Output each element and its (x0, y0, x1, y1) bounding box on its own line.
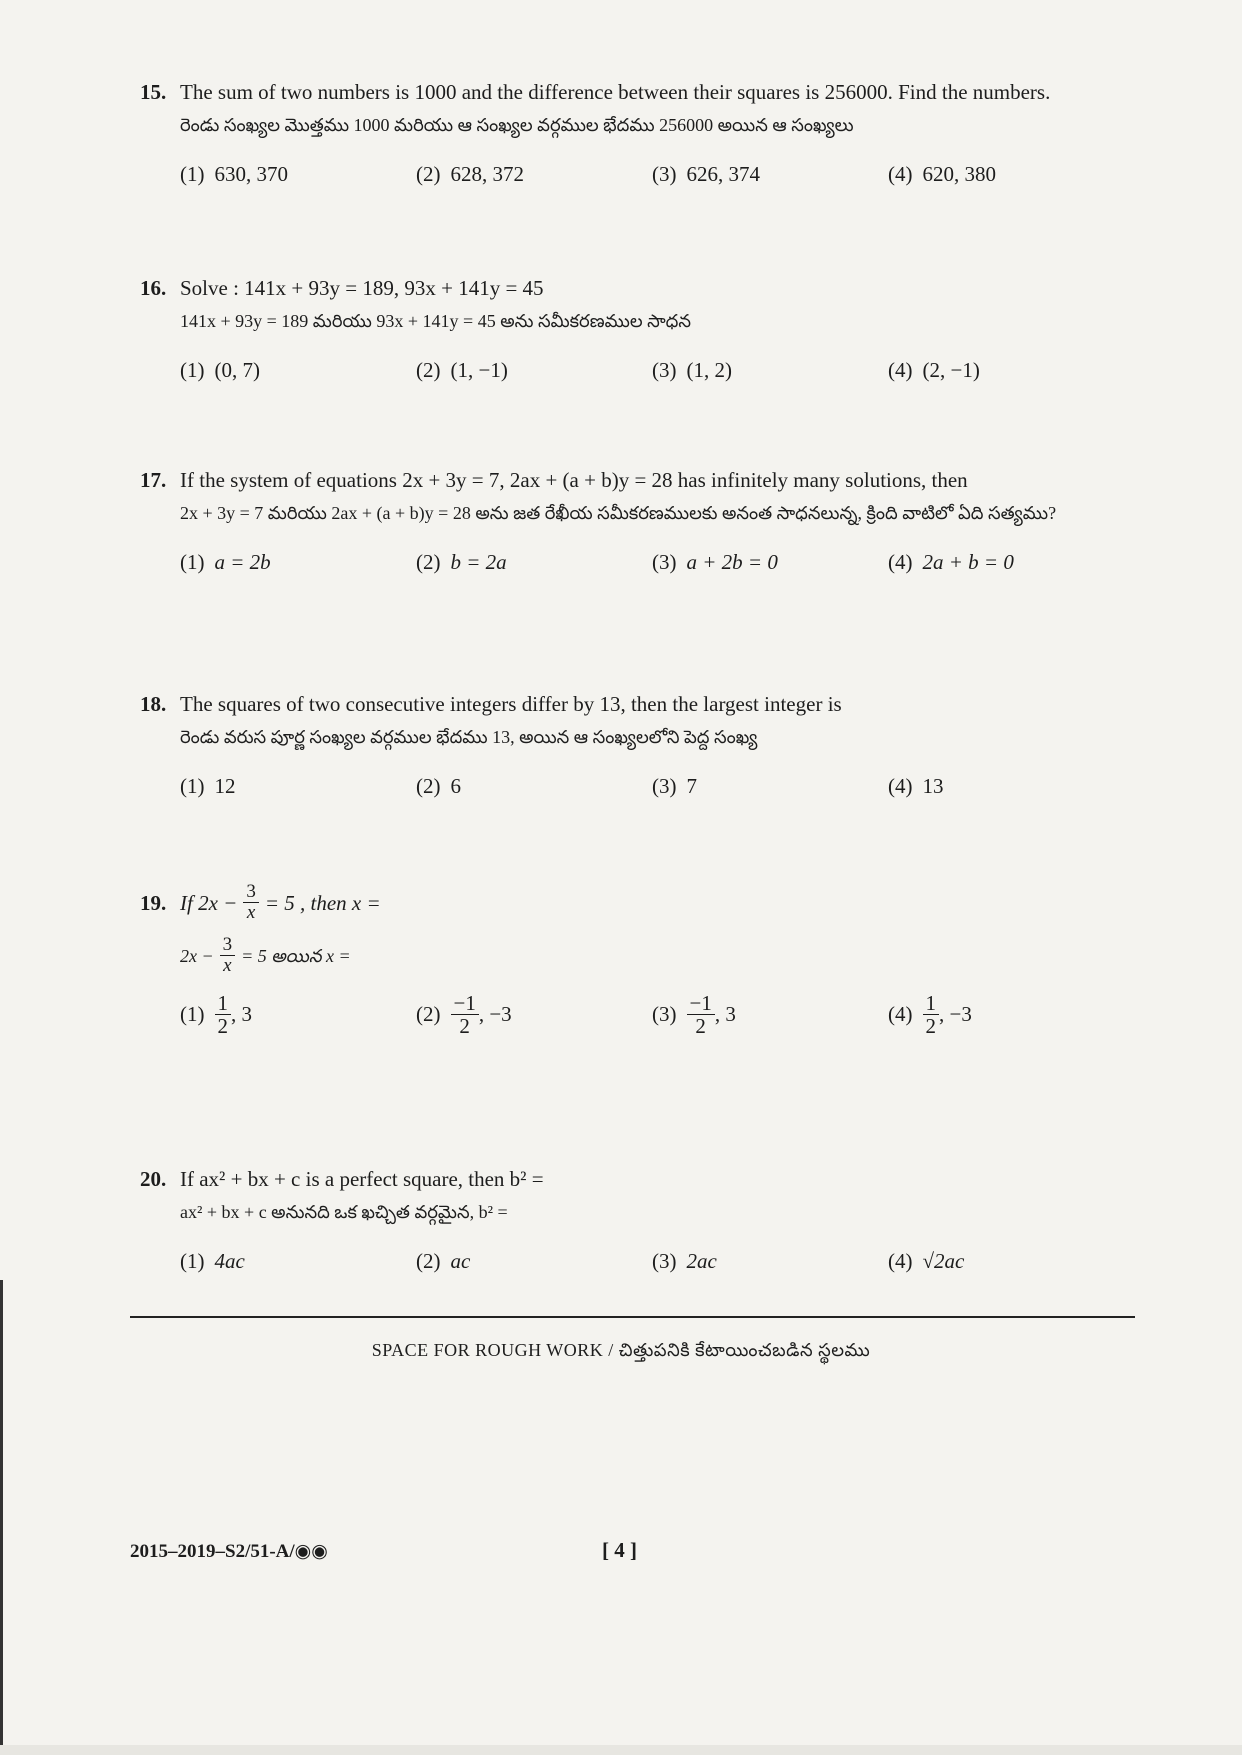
option-3[interactable]: (3) 2ac (652, 1249, 717, 1273)
question-text-telugu: ax² + bx + c అనునది ఒక ఖచ్చిత వర్గమైన, b² = (180, 1202, 508, 1222)
answer-options (180, 358, 1140, 390)
question-text-telugu: రెండు సంఖ్యల మొత్తము 1000 మరియు ఆ సంఖ్యల వర్గముల భేదము 256000 అయిన ఆ సంఖ్యలు (180, 115, 854, 135)
option-2[interactable]: (2) (1, −1) (416, 358, 508, 382)
option-3[interactable]: (3) a + 2b = 0 (652, 550, 778, 574)
question-15 (140, 78, 1140, 194)
option-4[interactable]: (4) 1 2 , −3 (888, 991, 972, 1038)
question-text-telugu: 2x − $\frac{3}{x}$ = 5 అయిన x = (180, 934, 351, 976)
option-3[interactable]: (3) 626, 374 (652, 162, 760, 186)
option-4[interactable]: (4) 13 (888, 774, 944, 798)
option-4[interactable]: (4) √2ac (888, 1249, 965, 1273)
question-text-english: The sum of two numbers is 1000 and the difference between their squares is 256000. Find the numbers. (180, 80, 1051, 104)
question-text-english: If ax² + bx + c is a perfect square, then b² = (180, 1167, 544, 1191)
option-1[interactable]: (1) 1 2 , 3 (180, 991, 252, 1038)
divider (130, 1316, 1135, 1318)
question-text-telugu: 2x + 3y = 7 మరియు 2ax + (a + b)y = 28 అను జత రేఖీయ సమీకరణములకు అనంత సాధనలున్న, క్రింది వాటిలో ఏది సత్యము? (180, 503, 1057, 523)
scan-edge (0, 1280, 3, 1755)
question-number: 18. (140, 692, 167, 716)
question-20 (140, 1165, 1140, 1281)
option-4[interactable]: (4) 620, 380 (888, 162, 996, 186)
question-16 (140, 274, 1140, 390)
option-3[interactable]: (3) (1, 2) (652, 358, 732, 382)
answer-options (180, 1249, 1140, 1281)
question-19 (140, 882, 1140, 1060)
question-number: 17. (140, 468, 167, 492)
booklet-code: 2015–2019–S2/51-A/◉◉ (130, 1541, 328, 1562)
scan-bottom-edge (0, 1745, 1242, 1755)
option-1[interactable]: (1) (0, 7) (180, 358, 260, 382)
question-text-english: If 2x − $\frac{3}{x}$ = 5 , then x = (180, 881, 381, 923)
option-2[interactable]: (2) 6 (416, 774, 461, 798)
option-3[interactable]: (3) 7 (652, 774, 697, 798)
option-1[interactable]: (1) a = 2b (180, 550, 271, 574)
fraction: $\frac{3}{x}$ (220, 935, 236, 976)
option-2[interactable]: (2) ac (416, 1249, 471, 1273)
question-18 (140, 690, 1140, 806)
rough-work-label: SPACE FOR ROUGH WORK / చిత్తుపనికి కేటాయించబడిన స్థలము (371, 1340, 871, 1360)
option-1[interactable]: (1) 630, 370 (180, 162, 288, 186)
question-text-telugu: రెండు వరుస పూర్ణ సంఖ్యల వర్గముల భేదము 13, అయిన ఆ సంఖ్యలలోని పెద్ద సంఖ్య (180, 727, 758, 747)
question-text-english: The squares of two consecutive integers differ by 13, then the largest integer is (180, 692, 842, 716)
option-1[interactable]: (1) 4ac (180, 1249, 245, 1273)
option-4[interactable]: (4) (2, −1) (888, 358, 980, 382)
fraction: $\frac{3}{x}$ (243, 882, 259, 923)
option-4[interactable]: (4) 2a + b = 0 (888, 550, 1014, 574)
option-2[interactable]: (2) 628, 372 (416, 162, 524, 186)
answer-options (180, 550, 1140, 582)
question-text-english: Solve : 141x + 93y = 189, 93x + 141y = 45 (180, 276, 544, 300)
option-1[interactable]: (1) 12 (180, 774, 236, 798)
answer-options (180, 991, 1140, 1060)
answer-options (180, 774, 1140, 806)
option-2[interactable]: (2) −1 2 , −3 (416, 991, 512, 1038)
page-number: [ 4 ] (602, 1538, 637, 1562)
option-3[interactable]: (3) −1 2 , 3 (652, 991, 736, 1038)
option-2[interactable]: (2) b = 2a (416, 550, 507, 574)
question-number: 20. (140, 1167, 167, 1191)
question-number: 16. (140, 276, 167, 300)
question-text-english: If the system of equations 2x + 3y = 7, 2ax + (a + b)y = 28 has infinitely many solutions, then (180, 468, 968, 492)
question-number: 15. (140, 80, 167, 104)
question-text-telugu: 141x + 93y = 189 మరియు 93x + 141y = 45 అను సమీకరణముల సాధన (180, 311, 692, 331)
answer-options (180, 162, 1140, 194)
question-number: 19. (140, 890, 167, 915)
question-17 (140, 466, 1140, 582)
